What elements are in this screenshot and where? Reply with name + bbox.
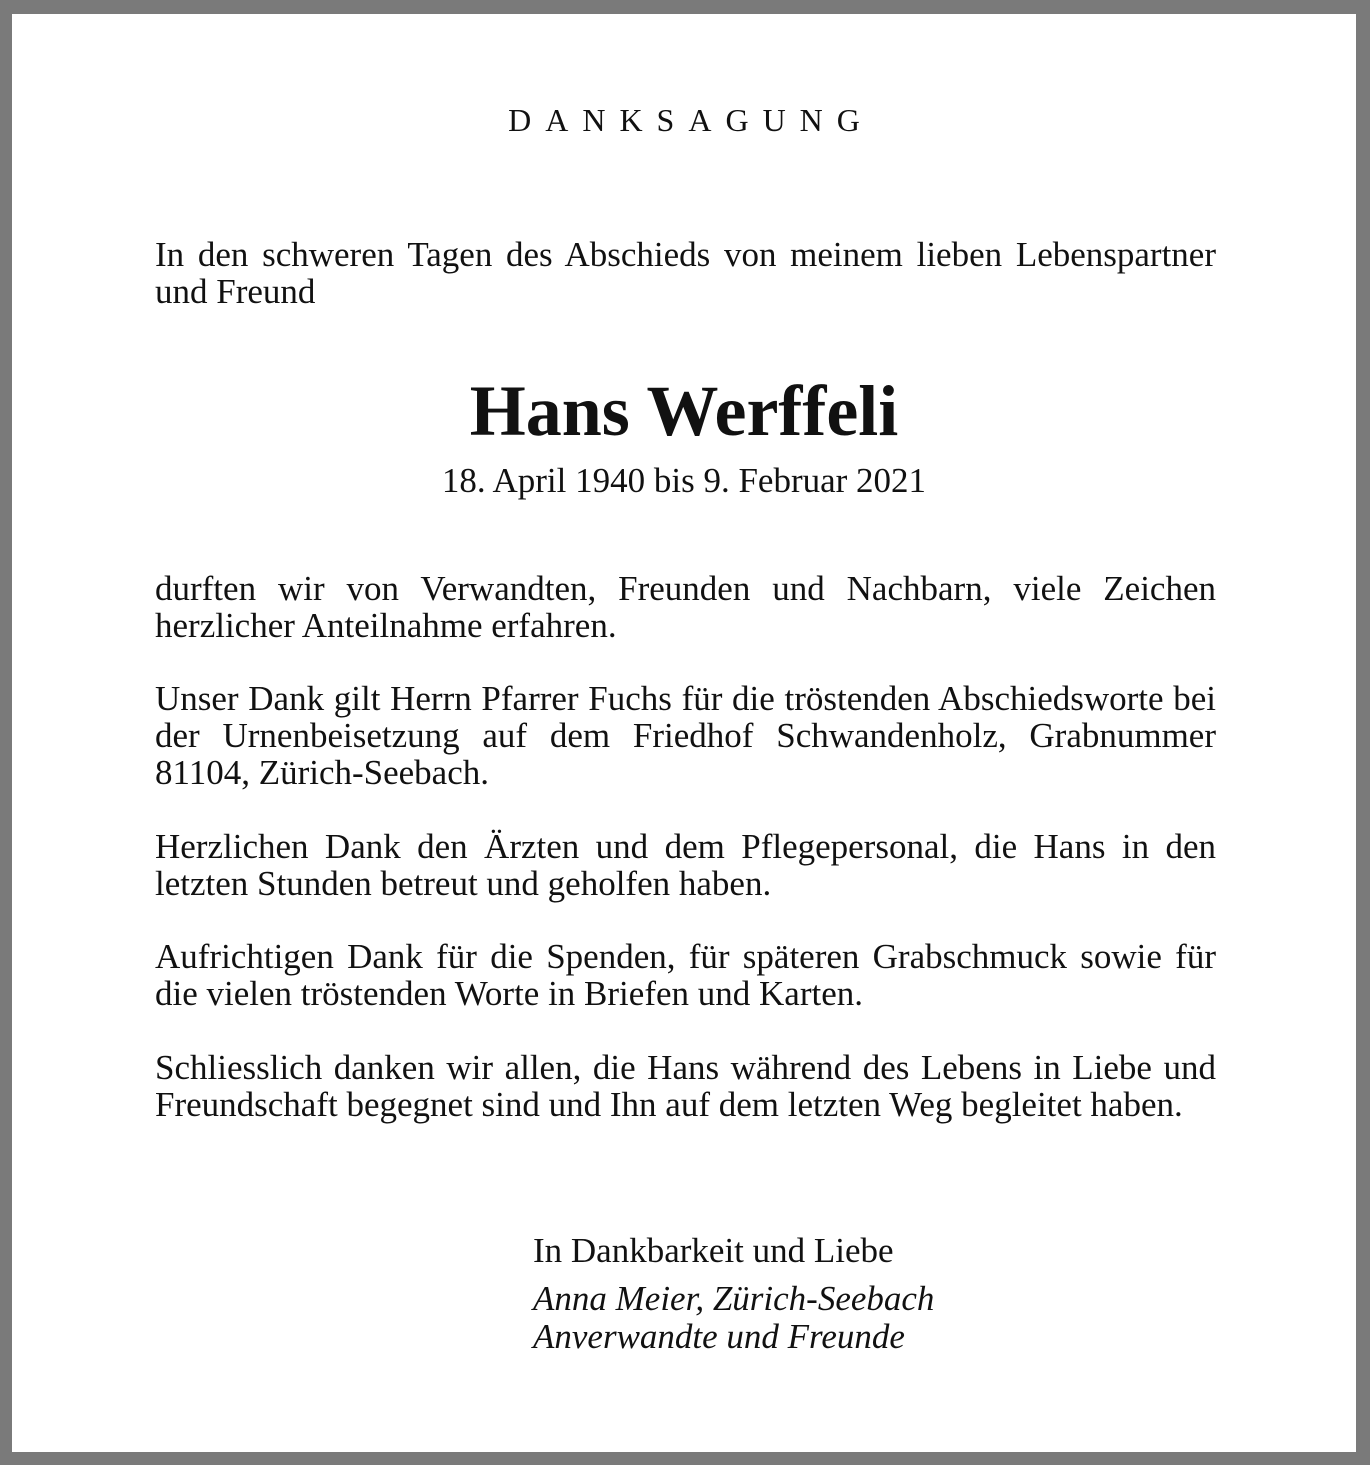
deceased-dates: 18. April 1940 bis 9. Februar 2021 xyxy=(441,461,927,500)
deceased-name: Hans Werffeli xyxy=(469,371,899,451)
paragraph-pastor: Unser Dank gilt Herrn Pfarrer Fuchs für die tröstenden Abschiedsworte bei der Urnenbeisetzung auf dem Friedhof Schwandenholz, Grabnummer 81104, Zürich-Seebach. xyxy=(155,679,1216,792)
signatory-secondary: Anverwandte und Freunde xyxy=(533,1317,905,1356)
paragraph-sympathy: durften wir von Verwandten, Freunden und Nachbarn, viele Zeichen herzlicher Anteilnahme erfahren. xyxy=(155,569,1216,645)
closing-line: In Dankbarkeit und Liebe xyxy=(533,1231,894,1270)
notice-page xyxy=(12,14,1356,1452)
intro-text: In den schweren Tagen des Abschieds von meinem lieben Lebenspartner und Freund xyxy=(155,235,1216,311)
notice-heading: DANKSAGUNG xyxy=(508,102,874,138)
paragraph-donations: Aufrichtigen Dank für die Spenden, für späteren Grabschmuck sowie für die vielen tröstenden Worte in Briefen und Karten. xyxy=(155,937,1216,1013)
paragraph-doctors: Herzlichen Dank den Ärzten und dem Pflegepersonal, die Hans in den letzten Stunden betreut und geholfen haben. xyxy=(155,827,1216,903)
signatory-primary: Anna Meier, Zürich-Seebach xyxy=(533,1279,935,1318)
paragraph-final-thanks: Schliesslich danken wir allen, die Hans während des Lebens in Liebe und Freundschaft begegnet sind und Ihn auf dem letzten Weg begleitet haben. xyxy=(155,1048,1216,1124)
signatories xyxy=(533,1280,934,1356)
